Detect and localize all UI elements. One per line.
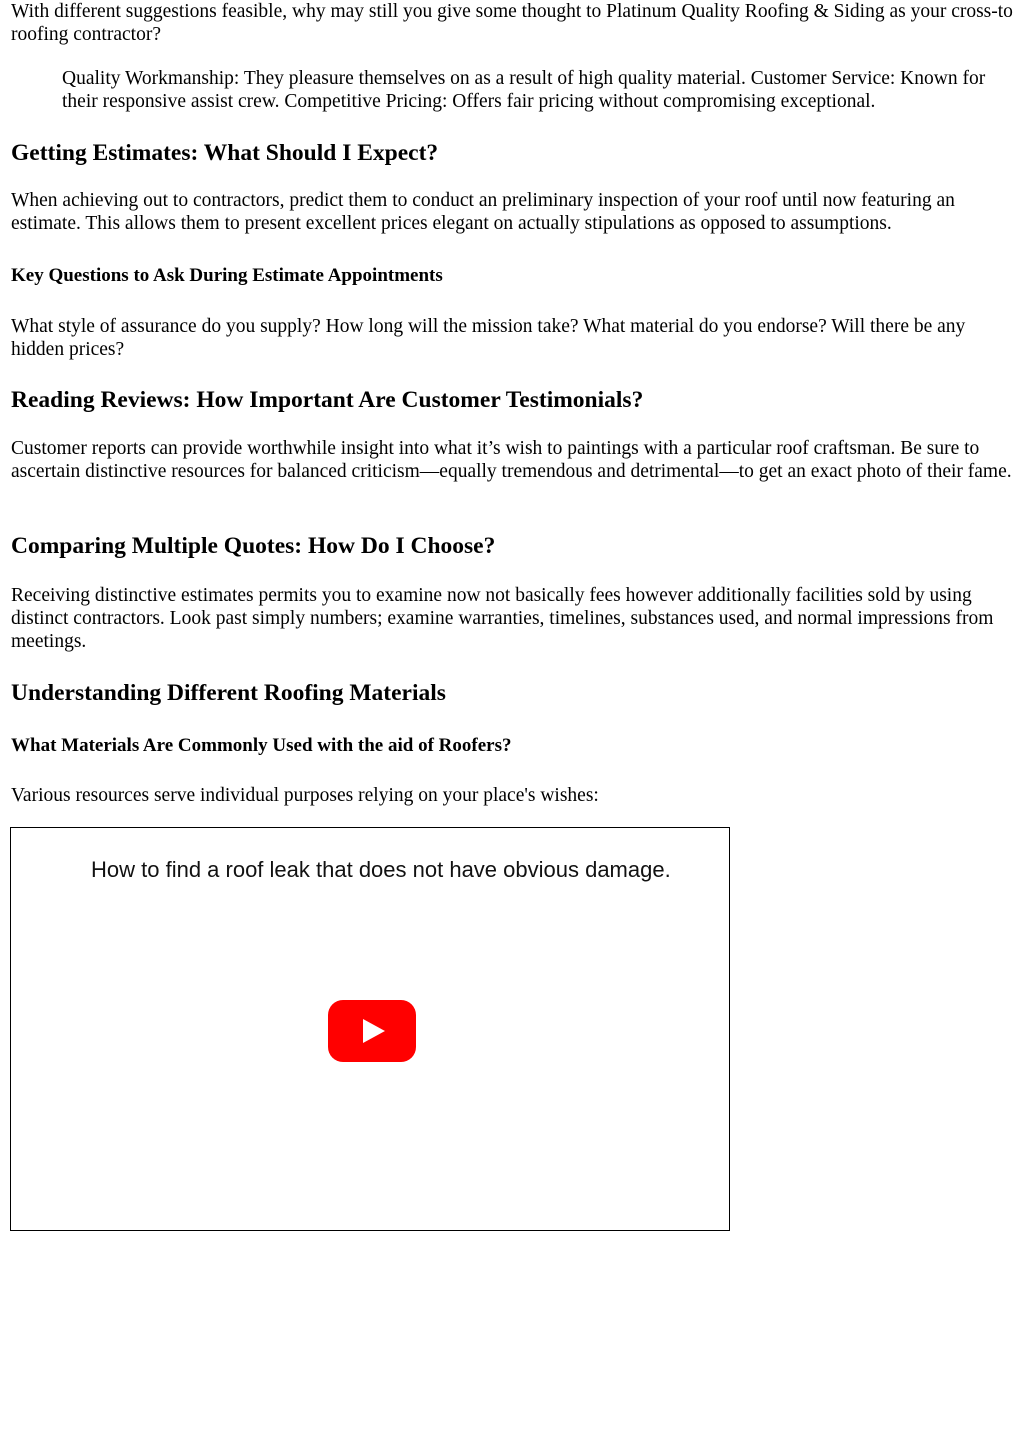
heading-key-questions: Key Questions to Ask During Estimate Appointments — [11, 265, 443, 286]
video-embed[interactable] — [10, 827, 730, 1231]
paragraph-reviews: Customer reports can provide worthwhile insight into what it’s wish to paintings with a particular roof craftsman. Be sure to ascertain distinctive resources for balanced criticism—equally tremendous and detrimental—to get an exact photo of their fame. — [11, 438, 1012, 482]
intro-paragraph: With different suggestions feasible, why may still you give some thought to Platinum Quality Roofing & Siding as your cross-to roofing contractor? — [11, 1, 1013, 45]
heading-reviews: Reading Reviews: How Important Are Customer Testimonials? — [11, 387, 644, 413]
paragraph-key-questions: What style of assurance do you supply? How long will the mission take? What material do you endorse? Will there be any hidden prices? — [11, 316, 966, 360]
paragraph-estimates: When achieving out to contractors, predict them to conduct an preliminary inspection of your roof until now featuring an estimate. This allows them to present excellent prices elegant on actually stipulations as opposed to assumptions. — [11, 190, 955, 234]
paragraph-common-materials: Various resources serve individual purposes relying on your place's wishes: — [11, 785, 599, 806]
video-title[interactable]: How to find a roof leak that does not have obvious damage. — [91, 857, 671, 882]
blockquote: Quality Workmanship: They pleasure themselves on as a result of high quality material. Customer Service: Known for their responsive assist crew. Competitive Pricing: Offers fair pricing without compromising exceptional. — [62, 68, 986, 112]
youtube-play-icon[interactable] — [328, 1000, 416, 1062]
paragraph-quotes: Receiving distinctive estimates permits you to examine now not basically fees however additionally facilities sold by using distinct contractors. Look past simply numbers; examine warranties, timelines, substances used, and normal impressions from meetings. — [11, 585, 994, 652]
heading-estimates: Getting Estimates: What Should I Expect? — [11, 140, 439, 166]
heading-quotes: Comparing Multiple Quotes: How Do I Choose? — [11, 533, 496, 559]
heading-materials: Understanding Different Roofing Materials — [11, 680, 446, 706]
heading-common-materials: What Materials Are Commonly Used with the aid of Roofers? — [11, 735, 512, 756]
